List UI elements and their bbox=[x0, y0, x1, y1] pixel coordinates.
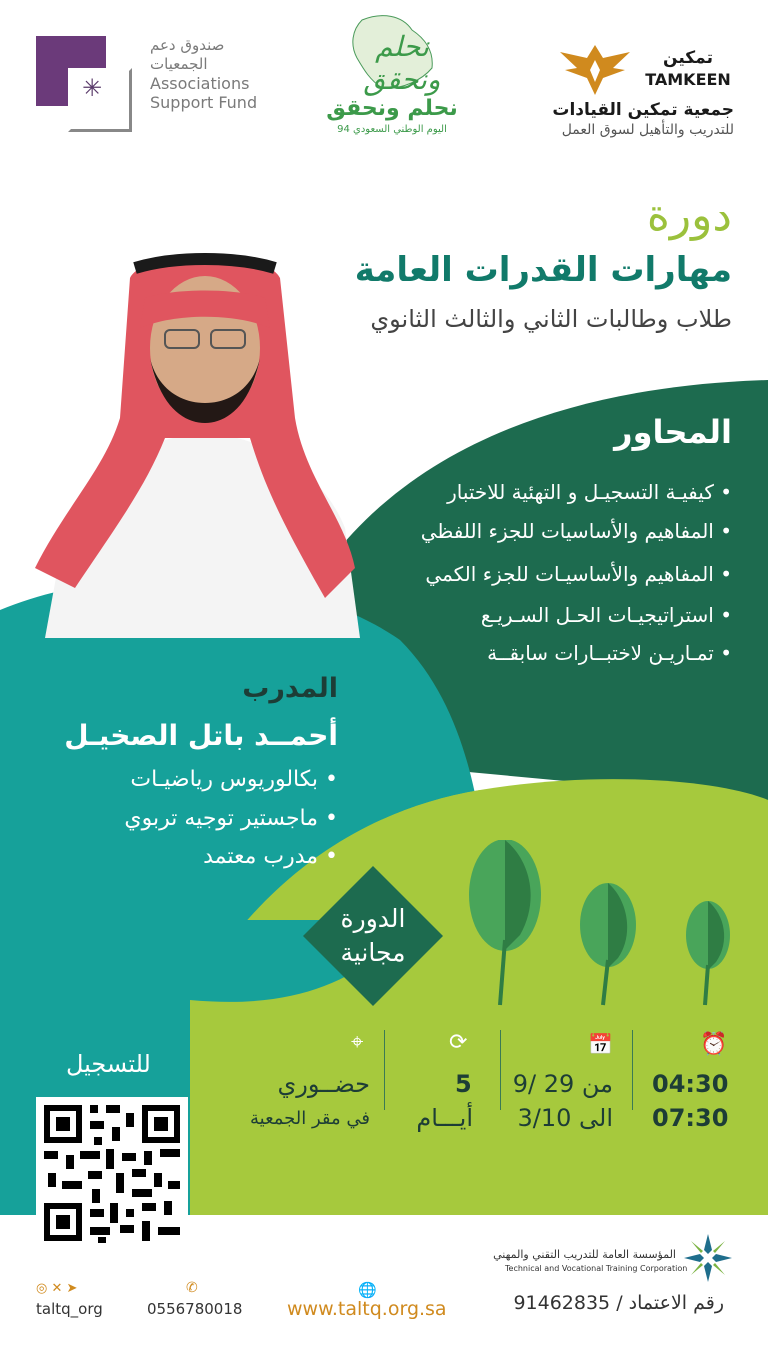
alarm-clock-icon: ⏰ bbox=[700, 1032, 728, 1057]
topic-item: • كيفيـة التسجيـل و التهئية للاختبار bbox=[447, 480, 732, 504]
time-start: 04:30 bbox=[652, 1070, 729, 1098]
fund-logo-text: صندوق دعم الجمعيات Associations Support Fund bbox=[150, 36, 258, 112]
info-divider bbox=[500, 1030, 501, 1110]
info-divider bbox=[384, 1030, 385, 1110]
info-divider bbox=[632, 1030, 633, 1110]
globe-icon: 🌐 bbox=[358, 1281, 377, 1299]
tvtc-name-en: Technical and Vocational Training Corporation bbox=[505, 1264, 688, 1273]
social-icons: ◎ ✕ ➤ bbox=[36, 1281, 78, 1296]
tamkeen-org-sub: للتدريب والتأهيل لسوق العمل bbox=[561, 122, 734, 138]
trainer-photo bbox=[25, 238, 370, 638]
registration-qr-code[interactable] bbox=[36, 1097, 188, 1249]
whatsapp-icon: ✆ bbox=[186, 1280, 198, 1296]
calendar-icon: 📅 bbox=[588, 1032, 613, 1056]
tvtc-star-icon bbox=[682, 1232, 734, 1284]
tamkeen-name-en: TAMKEEN bbox=[645, 70, 731, 89]
qualification-item: • بكالوريوس رياضيـات bbox=[130, 767, 338, 792]
social-handle[interactable]: taltq_org bbox=[36, 1300, 103, 1318]
days-count: 5 bbox=[455, 1070, 472, 1098]
fund-logo bbox=[36, 36, 136, 126]
tamkeen-org: جمعية تمكين القيادات bbox=[552, 100, 734, 120]
date-to: الى 3/10 bbox=[517, 1104, 613, 1132]
national-day-logo bbox=[322, 10, 462, 135]
course-subtitle: طلاب وطالبات الثاني والثالث الثانوي bbox=[370, 305, 732, 333]
course-label: دورة bbox=[646, 190, 732, 241]
website-link[interactable]: www.taltq.org.sa bbox=[287, 1298, 447, 1320]
refresh-icon: ⟳ bbox=[449, 1030, 468, 1055]
accreditation-number: رقم الاعتماد / 91462835 bbox=[513, 1292, 724, 1314]
topic-item: • المفاهيم والأساسيـات للجزء الكمي bbox=[425, 562, 732, 586]
location-pin-icon: ⌖ bbox=[351, 1030, 364, 1055]
tamkeen-eagle-icon bbox=[555, 40, 635, 100]
free-badge-text: الدورة مجانية bbox=[340, 904, 406, 967]
days-label: أيـــام bbox=[416, 1104, 473, 1132]
national-day-calligraphy: نحلم ونحقق bbox=[363, 30, 441, 96]
qualification-item: • مدرب معتمد bbox=[203, 844, 338, 869]
whatsapp-number[interactable]: 0556780018 bbox=[147, 1300, 243, 1318]
trees-illustration bbox=[450, 840, 750, 1010]
topic-item: • استراتيجيـات الحـل السـريـع bbox=[480, 603, 732, 627]
national-day-subtitle: اليوم الوطني السعودي 94 bbox=[337, 124, 447, 135]
topic-item: • تمـاريـن لاختبــارات سابقــة bbox=[487, 641, 732, 665]
tvtc-name-ar: المؤسسة العامة للتدريب التقني والمهني bbox=[493, 1248, 676, 1261]
topic-item: • المفاهيم والأساسيات للجزء اللفظي bbox=[420, 519, 732, 543]
attendance-mode: حضــوري bbox=[277, 1070, 370, 1098]
register-label: للتسجيل bbox=[66, 1050, 151, 1078]
topics-title: المحاور bbox=[614, 413, 732, 451]
trainer-name: أحمــد باتل الصخيـل bbox=[64, 719, 338, 752]
trainer-label: المدرب bbox=[242, 673, 338, 704]
national-day-title: نحلم ونحقق bbox=[326, 96, 458, 121]
date-from: من 29 /9 bbox=[512, 1070, 613, 1098]
palm-icon: ✳ bbox=[82, 74, 103, 102]
time-end: 07:30 bbox=[652, 1104, 729, 1132]
course-title: مهارات القدرات العامة bbox=[354, 250, 732, 290]
location-text: في مقر الجمعية bbox=[249, 1108, 370, 1129]
tamkeen-name-ar: تمكين bbox=[663, 48, 713, 68]
qualification-item: • ماجستير توجيه تربوي bbox=[124, 806, 338, 831]
